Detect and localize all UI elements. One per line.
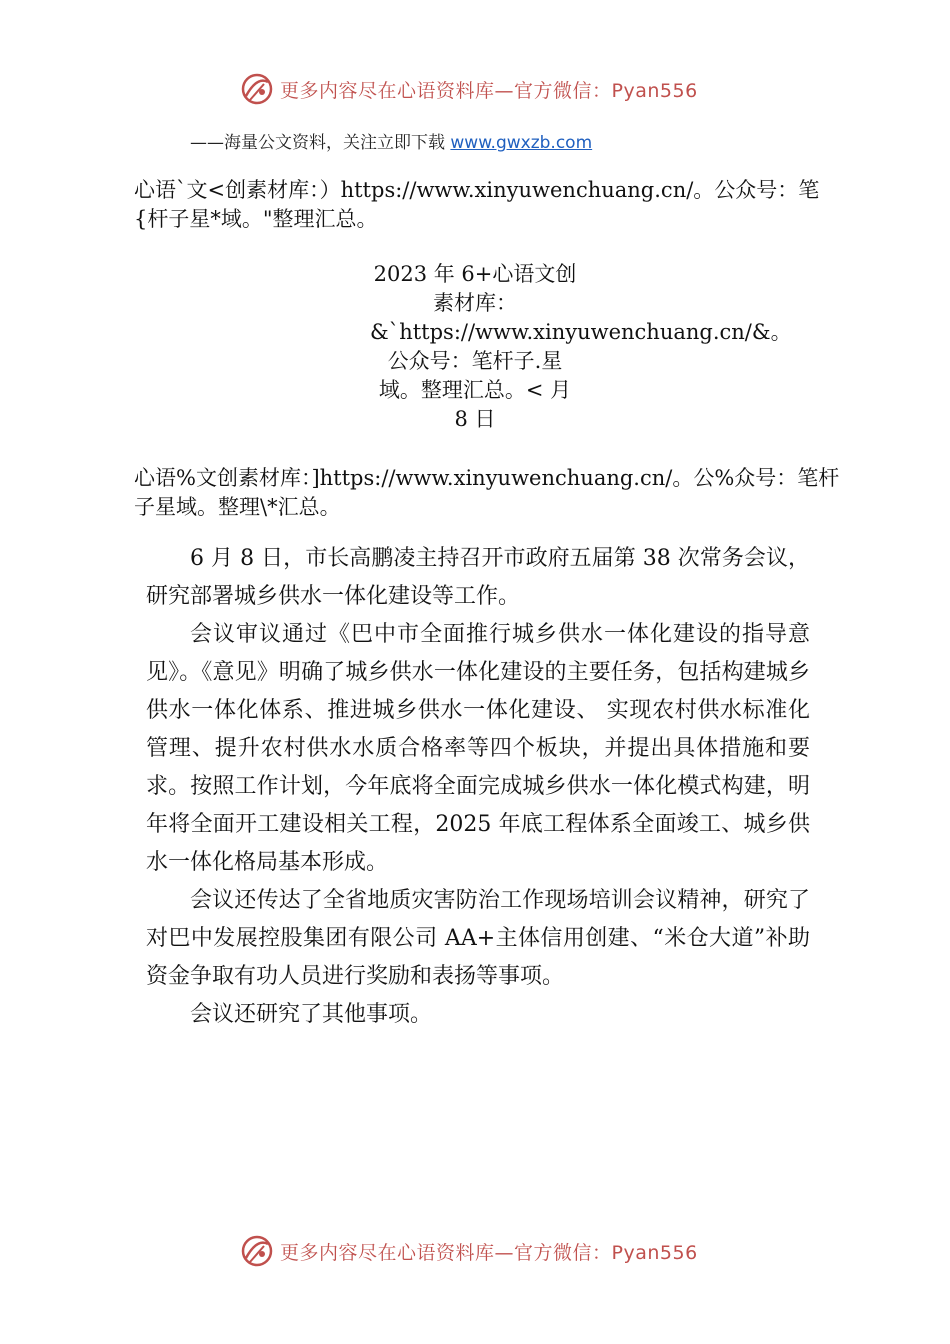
brand-logo-icon	[240, 72, 274, 106]
article-body	[146, 540, 810, 1034]
subline-prefix: ——海量公文资料，关注立即下载	[190, 133, 451, 153]
watermark-block: 2023 年 6+心语文创素材库：&`https://www.xinyuwenchuang.cn/&。公众号：笔杆子.星域。整理汇总。< 月 8 日	[370, 262, 792, 431]
brand-logo-icon	[240, 1234, 274, 1268]
download-link[interactable]: www.gwxzb.com	[450, 133, 593, 153]
header-banner-text: 更多内容尽在心语资料库—官方微信：Pyan556	[280, 79, 698, 102]
paragraph: 会议还传达了全省地质灾害防治工作现场培训会议精神，研究了对巴中发展控股集团有限公司 AA+主体信用创建、“米仓大道”补助资金争取有功人员进行奖励和表扬等事项。	[146, 888, 810, 989]
footer-banner	[240, 1234, 698, 1268]
paragraph: 6 月 8 日，市长高鹏凌主持召开市政府五届第 38 次常务会议，研究部署城乡供水一体化建设等工作。	[146, 546, 810, 609]
watermark-line-2: 心语%文创素材库：]https://www.xinyuwenchuang.cn/。公%众号：笔杆子星域。整理\*汇总。	[134, 466, 840, 519]
header-banner	[240, 72, 698, 106]
subline	[190, 128, 592, 153]
footer-banner-text: 更多内容尽在心语资料库—官方微信：Pyan556	[280, 1241, 698, 1264]
watermark-line-1: 心语`文<创素材库：）https://www.xinyuwenchuang.cn/。公众号：笔{杆子星*域。"整理汇总。	[134, 178, 820, 231]
paragraph: 会议审议通过《巴中市全面推行城乡供水一体化建设的指导意见》。《意见》明确了城乡供水一体化建设的主要任务，包括构建城乡供水一体化体系、推进城乡供水一体化建设、 实现农村供水标准化管理、提升农村供水水质合格率等四个板块，并提出具体措施和要求。按照工作计划，今年底将全面完成城乡供水一体化模式构建，明年将全面开工建设相关工程，2025 年底工程体系全面竣工、城乡供水一体化格局基本形成。	[146, 622, 810, 875]
paragraph: 会议还研究了其他事项。	[190, 1002, 433, 1027]
